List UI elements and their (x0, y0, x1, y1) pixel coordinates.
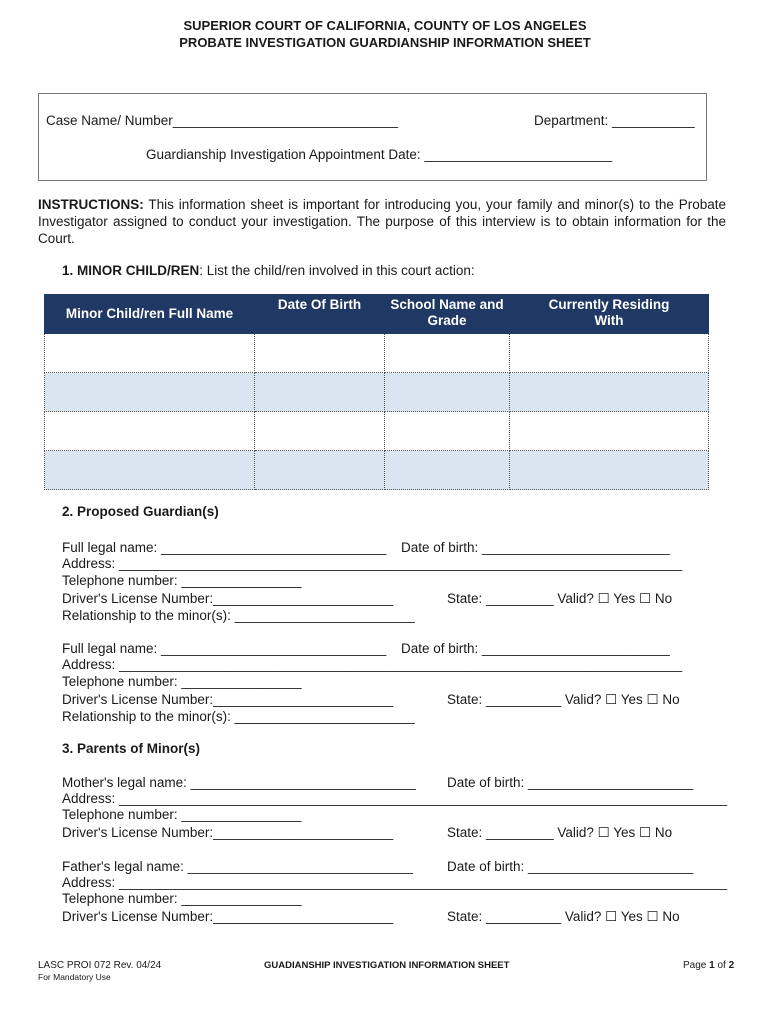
father-address-field[interactable]: Address: _________________________________________________________________________________ (62, 875, 728, 890)
guardian1-address-field[interactable]: Address: ___________________________________________________________________________ (62, 556, 683, 571)
guardian2-state-valid[interactable]: State: __________ Valid? ☐ Yes ☐ No (447, 692, 680, 707)
case-info-box (38, 93, 707, 181)
guardian2-phone-field[interactable]: Telephone number: ________________ (62, 674, 302, 689)
minor-name-cell[interactable] (45, 373, 255, 412)
mother-dob-field[interactable]: Date of birth: ______________________ (447, 775, 694, 790)
minor-school-cell[interactable] (385, 373, 510, 412)
guardian2-name-field[interactable]: Full legal name: ______________________________ (62, 641, 387, 656)
minor-residing-cell[interactable] (510, 412, 709, 451)
section1-title (62, 263, 475, 278)
minor-dob-cell[interactable] (255, 412, 385, 451)
minor-school-cell[interactable] (385, 451, 510, 490)
footer-center-title: GUADIANSHIP INVESTIGATION INFORMATION SHEET (264, 960, 510, 971)
guardian2-license-field[interactable]: Driver's License Number:________________________ (62, 692, 394, 707)
guardian1-name-field[interactable]: Full legal name: ______________________________ (62, 540, 387, 555)
page-total: 2 (728, 960, 735, 971)
minor-name-cell[interactable] (45, 334, 255, 373)
section3-heading: 3. Parents of Minor(s) (62, 741, 201, 756)
minor-dob-cell[interactable] (255, 373, 385, 412)
appointment-date-field[interactable]: Guardianship Investigation Appointment Date: _________________________ (146, 147, 613, 162)
father-dob-field[interactable]: Date of birth: ______________________ (447, 859, 694, 874)
mother-state-valid[interactable]: State: _________ Valid? ☐ Yes ☐ No (447, 825, 673, 840)
mother-address-field[interactable]: Address: _________________________________________________________________________________ (62, 791, 728, 806)
section1-heading: 1. MINOR CHILD/REN (62, 263, 200, 278)
case-name-field[interactable]: Case Name/ Number______________________________ (46, 113, 399, 128)
guardian1-phone-field[interactable]: Telephone number: ________________ (62, 573, 302, 588)
footer-page-number (683, 960, 734, 971)
column-header-dob: Date Of Birth (255, 295, 385, 334)
minor-residing-cell[interactable] (510, 373, 709, 412)
minor-residing-cell[interactable] (510, 451, 709, 490)
minor-name-cell[interactable] (45, 412, 255, 451)
minor-dob-cell[interactable] (255, 451, 385, 490)
father-name-field[interactable]: Father's legal name: ______________________________ (62, 859, 413, 874)
minor-school-cell[interactable] (385, 412, 510, 451)
guardian2-address-field[interactable]: Address: ___________________________________________________________________________ (62, 657, 683, 672)
guardian1-relationship-field[interactable]: Relationship to the minor(s): ________________________ (62, 608, 415, 623)
column-header-name: Minor Child/ren Full Name (45, 295, 255, 334)
table-row (45, 334, 709, 373)
guardian1-dob-field[interactable]: Date of birth: _________________________ (401, 540, 670, 555)
department-field[interactable]: Department: ___________ (534, 113, 695, 128)
father-license-field[interactable]: Driver's License Number:________________________ (62, 909, 394, 924)
section1-text: : List the child/ren involved in this court action: (199, 263, 475, 278)
minor-school-cell[interactable] (385, 334, 510, 373)
guardian2-relationship-field[interactable]: Relationship to the minor(s): ________________________ (62, 709, 415, 724)
mother-license-field[interactable]: Driver's License Number:________________________ (62, 825, 394, 840)
instructions-label: INSTRUCTIONS: (38, 197, 144, 212)
page-current: 1 (709, 960, 715, 971)
table-header-row (45, 295, 709, 334)
minor-dob-cell[interactable] (255, 334, 385, 373)
table-row (45, 412, 709, 451)
mother-name-field[interactable]: Mother's legal name: ______________________________ (62, 775, 416, 790)
table-row (45, 451, 709, 490)
page-of: of (714, 960, 729, 971)
guardian1-state-valid[interactable]: State: _________ Valid? ☐ Yes ☐ No (447, 591, 673, 606)
page-prefix: Page (683, 960, 710, 971)
minor-children-table (44, 294, 709, 490)
table-row (45, 373, 709, 412)
form-title-line2: PROBATE INVESTIGATION GUARDIANSHIP INFORMATION SHEET (179, 35, 591, 50)
guardian2-dob-field[interactable]: Date of birth: _________________________ (401, 641, 670, 656)
instructions-paragraph (38, 196, 726, 247)
column-header-school: School Name and Grade (385, 295, 510, 334)
footer-mandatory-use: For Mandatory Use (38, 972, 111, 982)
guardian1-license-field[interactable]: Driver's License Number:________________________ (62, 591, 394, 606)
section2-heading: 2. Proposed Guardian(s) (62, 504, 219, 519)
father-phone-field[interactable]: Telephone number: ________________ (62, 891, 302, 906)
column-header-residing: Currently Residing With (510, 295, 709, 334)
instructions-text: This information sheet is important for introducing you, your family and minor(s) to the Probate Investigator assigned to conduct your investigation. The purpose of this interview is to obtain information for the Court. (38, 197, 726, 246)
minor-name-cell[interactable] (45, 451, 255, 490)
minor-residing-cell[interactable] (510, 334, 709, 373)
father-state-valid[interactable]: State: __________ Valid? ☐ Yes ☐ No (447, 909, 680, 924)
mother-phone-field[interactable]: Telephone number: ________________ (62, 807, 302, 822)
footer-form-id: LASC PROI 072 Rev. 04/24 (38, 960, 162, 971)
form-title-line1: SUPERIOR COURT OF CALIFORNIA, COUNTY OF LOS ANGELES (183, 18, 587, 33)
